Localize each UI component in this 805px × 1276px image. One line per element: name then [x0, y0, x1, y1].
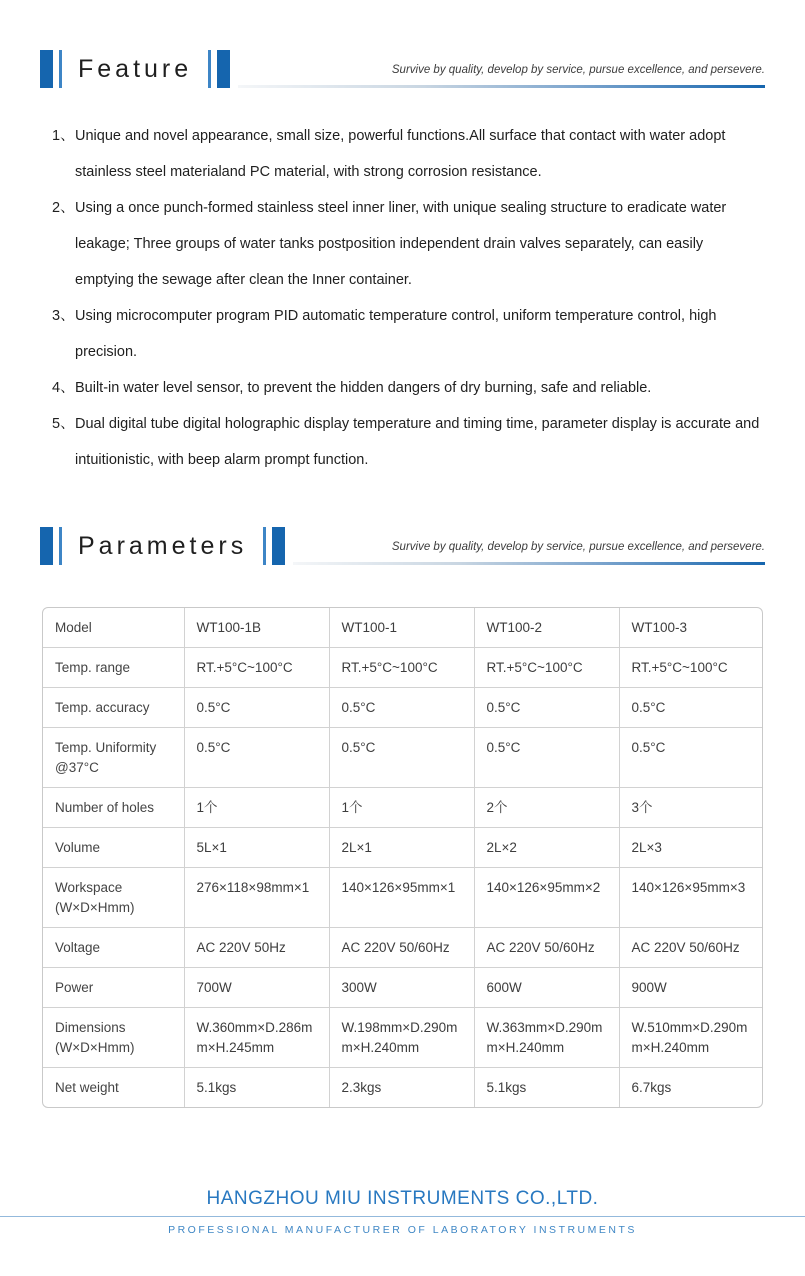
parameters-title-group [40, 527, 285, 565]
gradient-divider [238, 85, 765, 88]
accent-bar-icon [217, 50, 230, 88]
cell-value: 140×126×95mm×1 [329, 868, 474, 928]
parameters-table-wrap [42, 607, 763, 1108]
cell-value: 140×126×95mm×2 [474, 868, 619, 928]
gradient-divider [293, 562, 765, 565]
cell-value: 3个 [619, 788, 763, 828]
accent-line-icon [59, 527, 62, 565]
cell-value: 900W [619, 968, 763, 1008]
cell-value: 0.5°C [619, 728, 763, 788]
feature-title-group [40, 50, 230, 88]
table-row [43, 788, 763, 828]
cell-value: 2.3kgs [329, 1068, 474, 1108]
row-label: Net weight [43, 1068, 184, 1108]
cell-value: RT.+5°C~100°C [474, 648, 619, 688]
footer [0, 1188, 805, 1236]
feature-item [52, 370, 765, 406]
table-row [43, 1008, 763, 1068]
row-label: Temp. range [43, 648, 184, 688]
top-spacer [0, 0, 805, 48]
cell-value: AC 220V 50Hz [184, 928, 329, 968]
feature-item-number: 1、 [52, 128, 75, 144]
feature-title: Feature [78, 54, 193, 83]
feature-item [52, 118, 765, 190]
row-label: Voltage [43, 928, 184, 968]
row-label: Volume [43, 828, 184, 868]
table-row [43, 968, 763, 1008]
accent-line-icon [59, 50, 62, 88]
feature-item-text: Built-in water level sensor, to prevent the hidden dangers of dry burning, safe and reliable. [75, 380, 652, 396]
cell-value: 2个 [474, 788, 619, 828]
feature-item-text: Unique and novel appearance, small size, powerful functions.All surface that contact with water adopt stainless steel materialand PC material, with strong corrosion resistance. [75, 128, 726, 180]
accent-line-icon [208, 50, 211, 88]
cell-value: AC 220V 50/60Hz [619, 928, 763, 968]
feature-item [52, 190, 765, 298]
row-label: Model [43, 608, 184, 648]
table-row [43, 648, 763, 688]
row-label: Dimensions (W×D×Hmm) [43, 1008, 184, 1068]
cell-value: 700W [184, 968, 329, 1008]
row-label: Power [43, 968, 184, 1008]
cell-value: W.360mm×D.286mm×H.245mm [184, 1008, 329, 1068]
feature-item-number: 2、 [52, 200, 75, 216]
cell-value: 5.1kgs [474, 1068, 619, 1108]
cell-value: 0.5°C [619, 688, 763, 728]
cell-value: WT100-1 [329, 608, 474, 648]
feature-item [52, 406, 765, 478]
company-name: HANGZHOU MIU INSTRUMENTS CO.,LTD. [206, 1188, 599, 1209]
cell-value: 0.5°C [474, 688, 619, 728]
cell-value: 300W [329, 968, 474, 1008]
table-row [43, 868, 763, 928]
parameters-table [43, 608, 763, 1107]
cell-value: 600W [474, 968, 619, 1008]
feature-item [52, 298, 765, 370]
footer-subtitle: PROFESSIONAL MANUFACTURER OF LABORATORY INSTRUMENTS [168, 1224, 637, 1236]
row-label: Temp. Uniformity @37°C [43, 728, 184, 788]
table-row [43, 608, 763, 648]
feature-item-text: Using microcomputer program PID automatic temperature control, uniform temperature control, high precision. [75, 308, 717, 360]
feature-item-text: Using a once punch-formed stainless steel inner liner, with unique sealing structure to eradicate water leakage; Three groups of water tanks postposition independent drain valves separately, can easily emptying the sewage after clean the Inner container. [75, 200, 727, 288]
cell-value: RT.+5°C~100°C [329, 648, 474, 688]
cell-value: 6.7kgs [631, 1080, 672, 1095]
table-row [43, 728, 763, 788]
cell-value: 5.1kgs [184, 1068, 329, 1108]
cell-value: W.510mm×D.290mm×H.240mm [619, 1008, 763, 1068]
cell-value: W.198mm×D.290mm×H.240mm [329, 1008, 474, 1068]
cell-value: 2L×3 [619, 828, 763, 868]
cell-value: 0.5°C [184, 728, 329, 788]
cell-value: RT.+5°C~100°C [184, 648, 329, 688]
parameters-section-header [40, 525, 765, 565]
feature-list [52, 118, 765, 478]
table-row [43, 1068, 763, 1108]
cell-value: 0.5°C [474, 728, 619, 788]
accent-line-icon [263, 527, 266, 565]
parameters-tagline: Survive by quality, develop by service, pursue excellence, and persevere. [391, 541, 765, 553]
feature-header-right [238, 64, 765, 88]
parameters-header-right [293, 541, 765, 565]
row-label: Temp. accuracy [43, 688, 184, 728]
table-row [43, 688, 763, 728]
cell-value: 0.5°C [329, 728, 474, 788]
row-label: Number of holes [43, 788, 184, 828]
cell-value: WT100-3 [619, 608, 763, 648]
accent-bar-icon [272, 527, 285, 565]
cell-value: 5L×1 [184, 828, 329, 868]
cell-value: 2L×1 [329, 828, 474, 868]
cell-value: 276×118×98mm×1 [184, 868, 329, 928]
cell-value: 140×126×95mm×3 [619, 868, 763, 928]
table-row [43, 928, 763, 968]
cell-value: WT100-2 [474, 608, 619, 648]
cell-value: 2L×2 [474, 828, 619, 868]
cell-value: WT100-1B [184, 608, 329, 648]
table-row [43, 828, 763, 868]
feature-item-number: 5、 [52, 416, 75, 432]
parameters-title: Parameters [78, 531, 248, 560]
feature-section-header [40, 48, 765, 88]
feature-item-number: 3、 [52, 308, 75, 324]
cell-value: 0.5°C [184, 688, 329, 728]
row-label: Workspace (W×D×Hmm) [43, 868, 184, 928]
feature-item-number: 4、 [52, 380, 75, 396]
cell-value: 1个 [329, 788, 474, 828]
cell-value: AC 220V 50/60Hz [474, 928, 619, 968]
footer-divider [0, 1216, 805, 1217]
feature-tagline: Survive by quality, develop by service, pursue excellence, and persevere. [391, 64, 765, 76]
cell-value: 0.5°C [329, 688, 474, 728]
feature-item-text: Dual digital tube digital holographic display temperature and timing time, parameter display is accurate and intuitionistic, with beep alarm prompt function. [75, 416, 760, 468]
cell-value: W.363mm×D.290mm×H.240mm [474, 1008, 619, 1068]
accent-bar-icon [40, 50, 53, 88]
cell-value: AC 220V 50/60Hz [329, 928, 474, 968]
accent-bar-icon [40, 527, 53, 565]
cell-value: 1个 [184, 788, 329, 828]
cell-value: RT.+5°C~100°C [619, 648, 763, 688]
